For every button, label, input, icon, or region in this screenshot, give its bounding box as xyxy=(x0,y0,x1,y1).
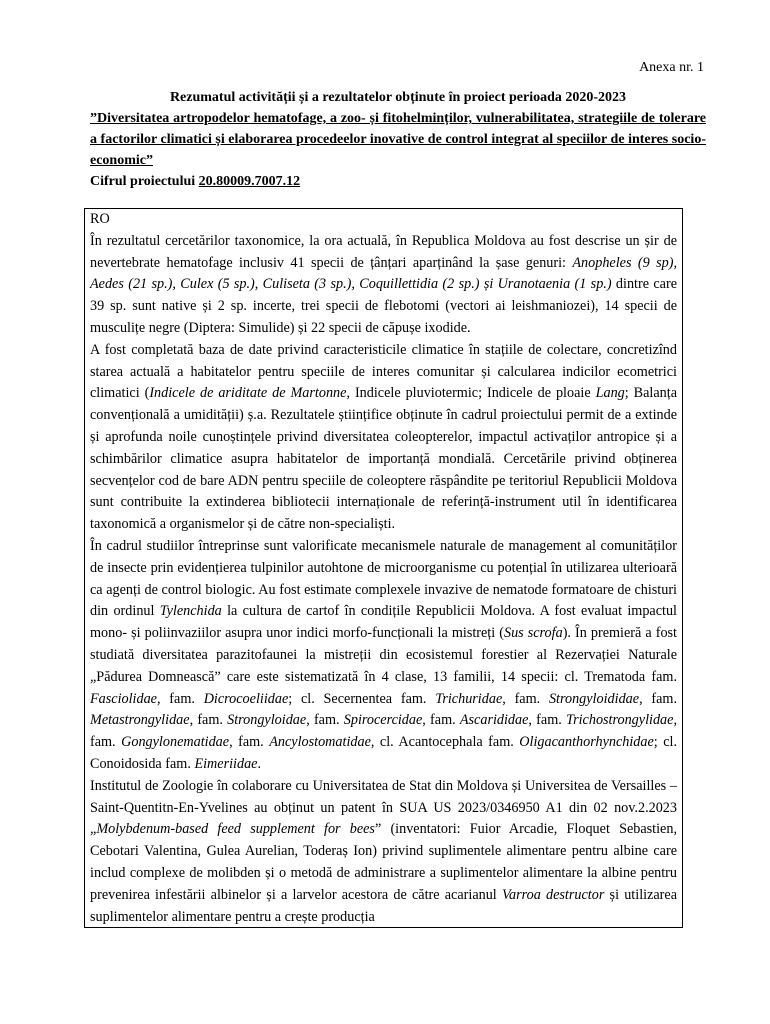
p3-sep: . xyxy=(257,755,262,772)
p4-text-3: și utilizarea suplimentelor alimentare pentru a crește producția xyxy=(90,886,677,925)
project-code-line xyxy=(90,171,706,192)
p3-sep: , cl. Acantocephala fam. xyxy=(370,734,520,751)
family-name: Dicrocoeliidae xyxy=(203,690,289,707)
p2-text-2: Indicele pluviotermic; Indicele de ploaie xyxy=(349,385,596,402)
p3-sep: , fam. xyxy=(528,712,566,729)
p1-genera: Anopheles (9 sp), Aedes (21 sp.), Culex (5 sp.), Culiseta (3 sp.), Coquillettidia (2 sp.) și Uranotaenia (1 sp.) xyxy=(90,254,677,293)
project-code-label: Cifrul proiectului xyxy=(90,174,196,189)
p2-text-1: A fost completată baza de date privind caracteristicile climatice în stațiile de colectare, concretizînd starea actuală a habitatelor pentru speciile de interes comunitar și calcularea indicilor ecometrici climatici ( xyxy=(90,341,677,402)
p3-sep: , fam. xyxy=(639,690,677,707)
p3-sep: , fam. xyxy=(422,712,460,729)
p3-sep: , fam. xyxy=(306,712,344,729)
p2-index-martonne: Indicele de ariditate de Martonne, xyxy=(149,385,350,402)
family-name: Ascarididae xyxy=(459,712,529,729)
family-name: Spirocercidae xyxy=(343,712,423,729)
p4-patent-title: Molybdenum-based feed supplement for bees xyxy=(96,821,375,838)
annex-label: Anexa nr. 1 xyxy=(639,60,704,75)
family-name: Strongyloididae xyxy=(548,690,640,707)
p3-text-3: ). În premieră a fost studiată diversitatea parazitofaunei la mistreții din ecosistemul forestier al Rezervației Naturale „Pădurea Domnească” care este sistematizată în 4 clase, 13 familii, 14 specii: cl. Trematoda fam. xyxy=(90,625,677,685)
p3-tylenchida: Tylenchida xyxy=(159,603,222,620)
p3-sus-scrofa: Sus scrofa xyxy=(503,625,563,642)
p3-sep: , fam. xyxy=(90,712,677,751)
report-title: Rezumatul activității și a rezultatelor obținute în proiect perioada 2020-2023 xyxy=(169,90,627,105)
language-label: RO xyxy=(90,211,110,227)
document-header xyxy=(90,87,706,192)
p1-text-1: În rezultatul cercetărilor taxonomice, la ora actuală, în Republica Moldova au fost descrise un șir de nevertebrate hematofage inclusiv 41 specii de țânțari aparținând la șase genuri: xyxy=(90,232,677,271)
p3-sep: ; cl. Secernentea fam. xyxy=(288,690,436,707)
p4-varroa: Varroa destructor xyxy=(501,886,605,903)
family-name: Gongylonematidae xyxy=(121,734,230,751)
p3-sep: , fam. xyxy=(156,690,204,707)
family-name: Eimeriidae xyxy=(194,755,258,772)
family-name: Oligacanthorhynchidae xyxy=(519,734,654,751)
paragraph-taxonomy xyxy=(90,231,677,340)
family-name: Trichostrongylidae xyxy=(565,712,674,729)
p3-text-1: În cadrul studiilor întreprinse sunt valorificate mecanismele naturale de management al comunităților de insecte prin evidențierea tulpinilor autohtone de microorganisme cu potențial în utilizarea ulterioară ca agenți de control biologic. Au fost estimate complexele invazive de nematode formatoare de chisturi din ordinul xyxy=(90,537,677,620)
p4-text-2: ” (inventatori: Fuior Arcadie, Floquet Sebastien, Cebotari Valentina, Gulea Aurelian, Toderaș Ion) privind suplimentele alimentare pentru albine care includ complexe de molibden și o metodă de administrare a suplimentelor alimentare la albine pentru prevenirea infestării albinelor și a larvelor acestora de către acarianul xyxy=(90,821,677,903)
family-name: Fasciolidae xyxy=(90,690,157,707)
p3-sep: , fam. xyxy=(502,690,549,707)
summary-box xyxy=(84,208,683,928)
p2-text-3: ; Balanța convențională a umidității) ș.a. Rezultatele științifice obținute în cadrul proiectului permit de a extinde și aprofunda noile cunoștințele privind diversitatea coleopterelor, impactul activaților antropice și a schimbărilor climatice asupra habitatelor de importanță mondială. Cercetările privind obținerea secvențelor cod de bare ADN pentru speciile de coleoptere răspândite pe teritoriul Republicii Moldova sunt contribuite la extinderea bibliotecii internaționale de referință-instrument util în identificarea taxonomică a organismelor și de către non-specialiști. xyxy=(90,385,677,533)
p2-lang: Lang xyxy=(595,385,625,402)
p1-text-2: dintre care 39 sp. sunt native și 2 sp. incerte, trei specii de flebotomi (vectori ai leishmaniozei), 14 specii de musculițe negre (Diptera: Simulide) și 22 specii de căpușe ixodide. xyxy=(90,276,677,336)
p3-sep: , fam. xyxy=(229,734,270,751)
p3-text-2: la cultura de cartof în condițile Republicii Moldova. A fost evaluat impactul mono- și poliinvaziilor asupra unor indici morfo-funcționali la mistreți ( xyxy=(90,603,677,642)
paragraph-patent xyxy=(90,776,677,928)
p3-sep: , fam. xyxy=(189,712,228,729)
family-name: Ancylostomatidae xyxy=(269,734,371,751)
p4-text-1: Institutul de Zoologie în colaborare cu Universitatea de Stat din Moldova și Universitea de Versailles –Saint-Quentitn-En-Yvelines au obținut un patent în SUA US 2023/0346950 A1 din 02 nov.2.2023 „ xyxy=(90,777,677,838)
paragraph-parasites xyxy=(90,536,677,776)
project-name: ”Diversitatea artropodelor hematofage, a zoo- și fitohelminților, vulnerabilitatea, strategiile de tolerare a factorilor climatici și elaborarea procedeelor inovative de control integrat al speciilor de interes socio-economic” xyxy=(90,111,706,168)
family-name: Metastrongylidae xyxy=(90,712,190,729)
paragraph-climate xyxy=(90,340,677,536)
project-code-value: 20.80009.7007.12 xyxy=(198,174,301,189)
family-name: Trichuridae xyxy=(435,690,503,707)
family-name: Strongyloidae xyxy=(227,712,307,729)
p3-sep: ; cl. Conoidosida fam. xyxy=(90,734,677,772)
